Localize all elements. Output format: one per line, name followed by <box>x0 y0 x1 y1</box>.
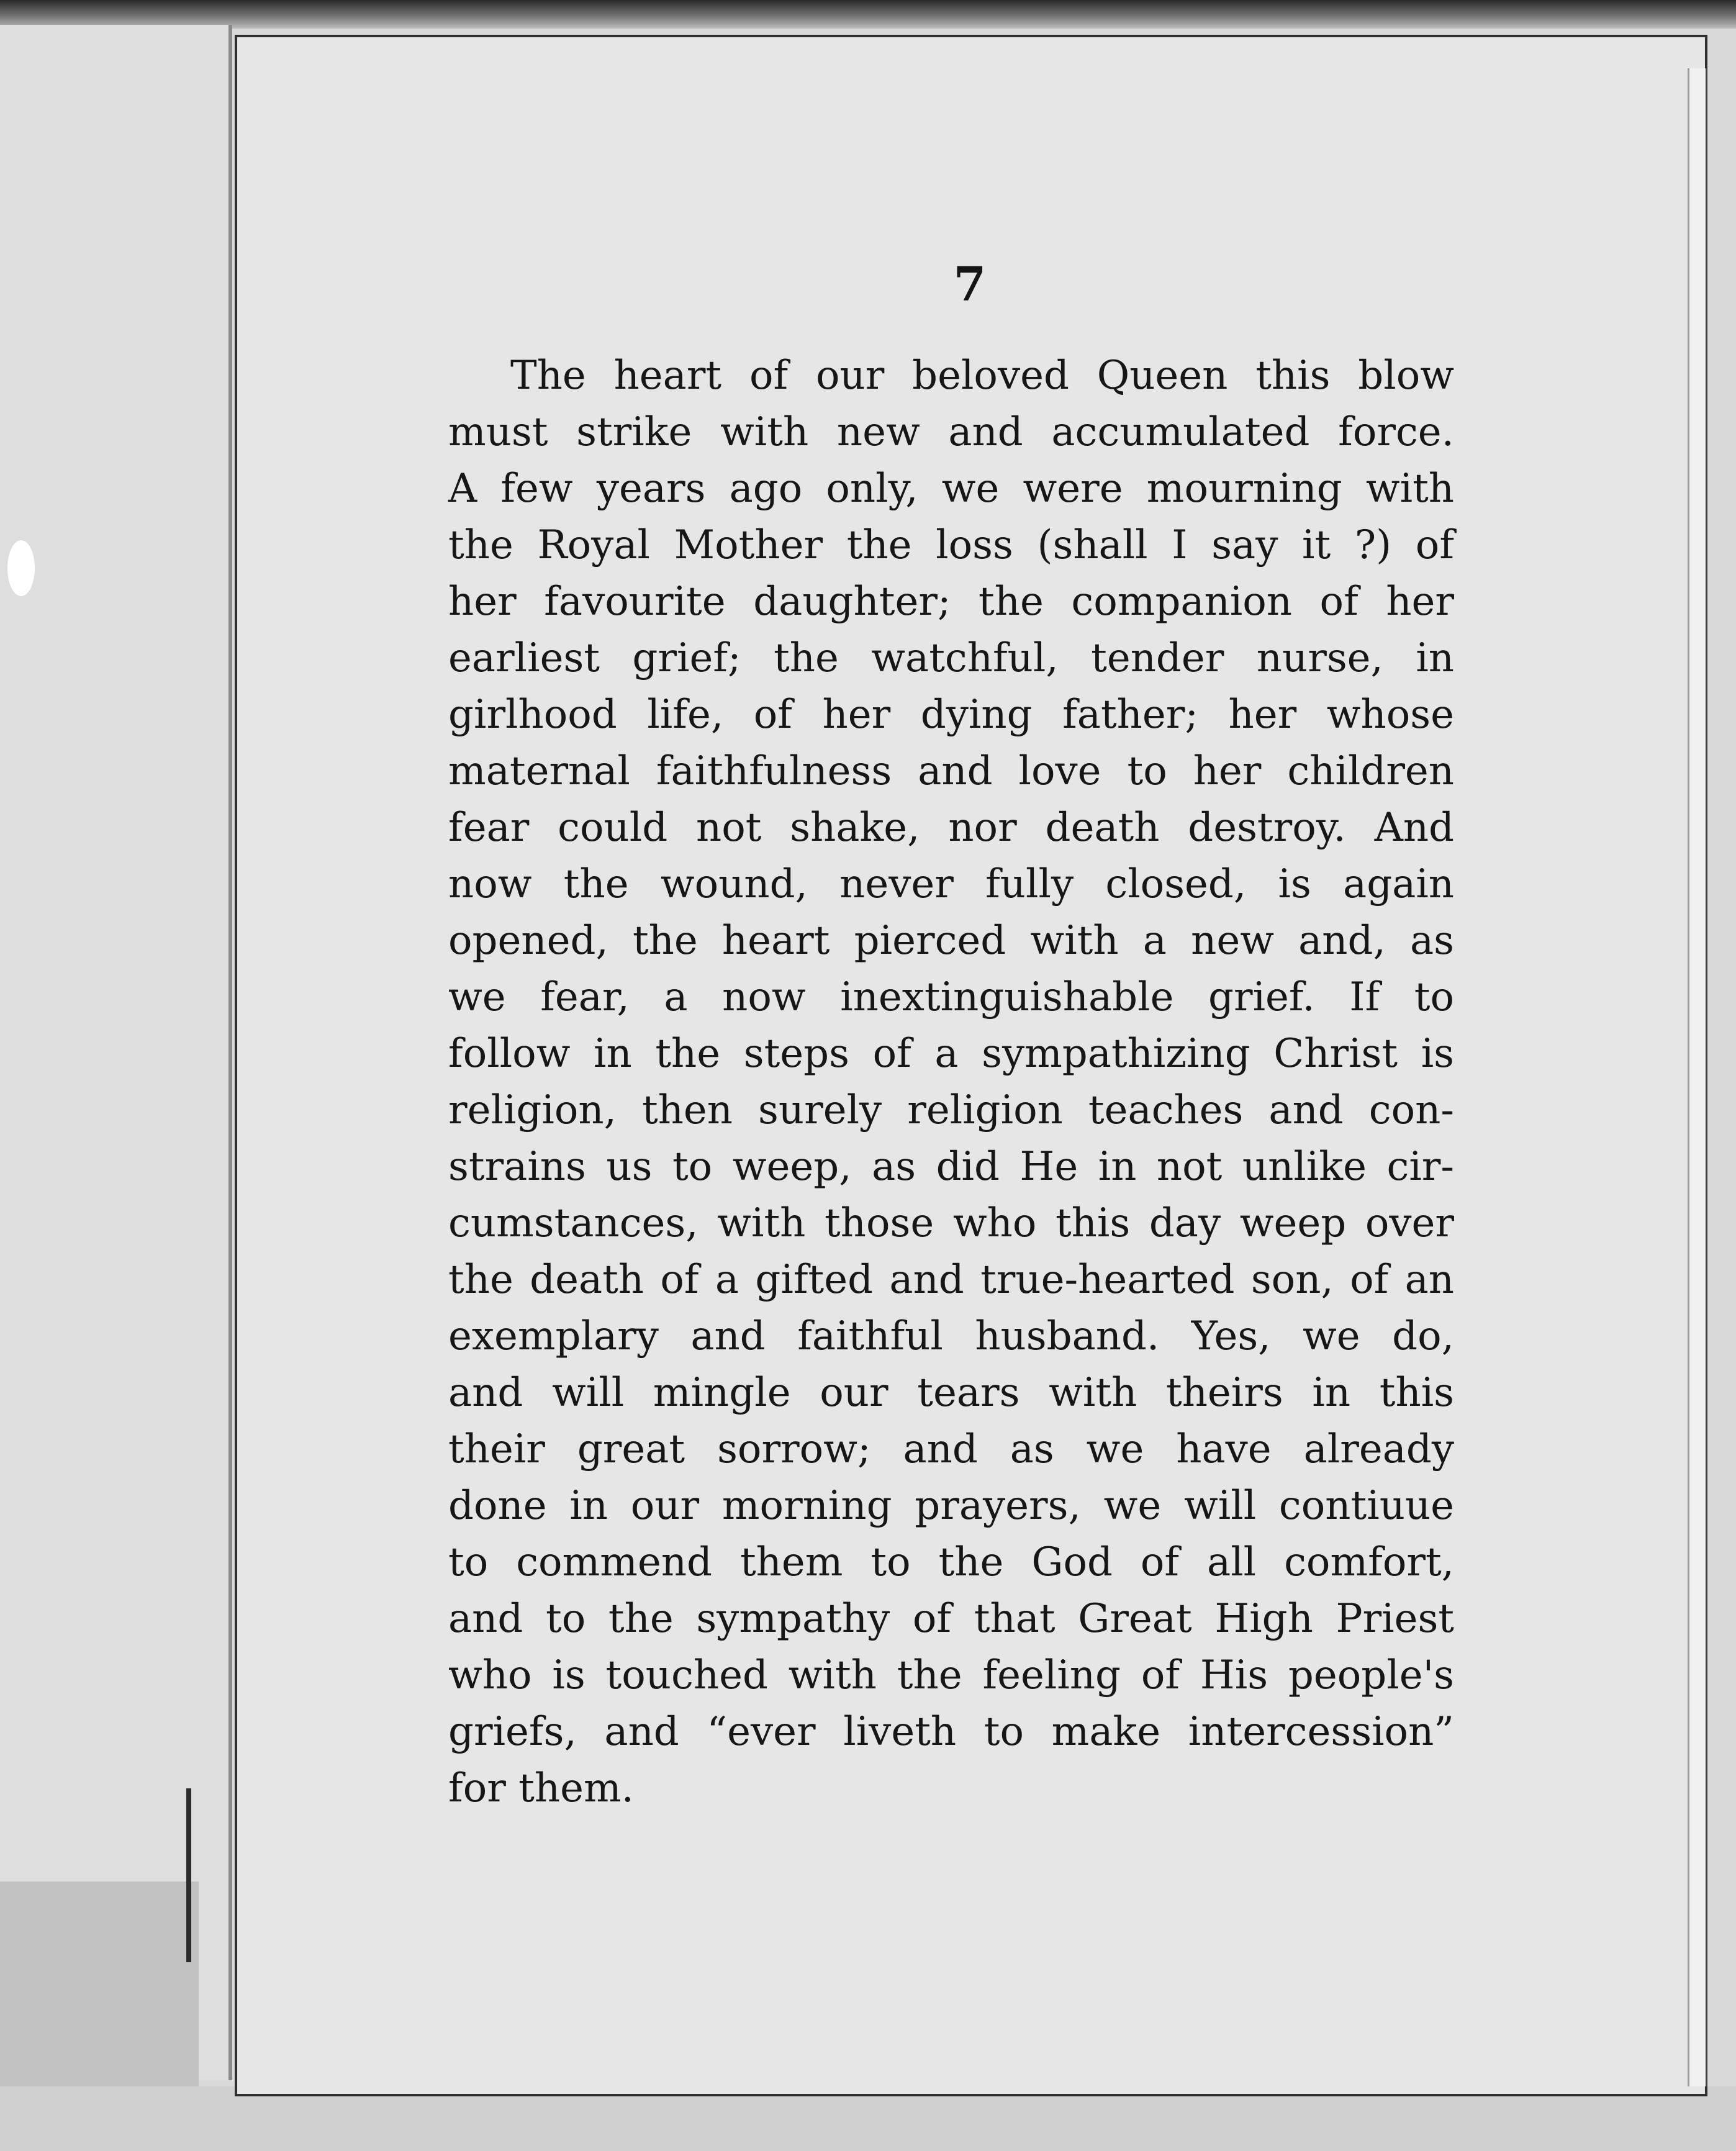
left-page-shadow <box>0 1882 199 2093</box>
text-line: and will mingle our tears with theirs in this <box>448 1370 1454 1416</box>
text-line: their great sorrow; and as we have already <box>448 1426 1454 1472</box>
text-line: The heart of our beloved Queen this blow <box>510 353 1454 399</box>
text-line: done in our morning prayers, we will contiuue <box>448 1483 1454 1529</box>
left-facing-page <box>0 25 232 2080</box>
text-line: the death of a gifted and true-hearted son, of an <box>448 1257 1454 1303</box>
text-line: we fear, a now inextinguishable grief. If to <box>448 974 1454 1020</box>
text-line: her favourite daughter; the companion of her <box>448 579 1454 625</box>
text-line: opened, the heart pierced with a new and, as <box>448 918 1454 964</box>
text-line: the Royal Mother the loss (shall I say it ?) of <box>448 522 1454 568</box>
text-line: maternal faithfulness and love to her children <box>448 748 1454 794</box>
text-line: follow in the steps of a sympathizing Christ is <box>448 1031 1454 1077</box>
text-line: earliest grief; the watchful, tender nurse, in <box>448 635 1454 681</box>
text-line: cumstances, with those who this day weep over <box>448 1200 1454 1246</box>
body-paragraph <box>448 348 1454 1817</box>
page-fore-edge <box>1688 68 1707 2086</box>
text-line: must strike with new and accumulated force. <box>448 409 1454 455</box>
text-line: exemplary and faithful husband. Yes, we do, <box>448 1313 1454 1359</box>
text-line: girlhood life, of her dying father; her whose <box>448 692 1454 738</box>
text-line: who is touched with the feeling of His people's <box>448 1652 1454 1698</box>
text-line: now the wound, never fully closed, is again <box>448 861 1454 907</box>
text-line: fear could not shake, nor death destroy. And <box>448 805 1454 851</box>
page-number: 7 <box>953 256 987 312</box>
paper-speck <box>7 540 35 596</box>
text-line: to commend them to the God of all comfort, <box>448 1539 1454 1585</box>
text-line: A few years ago only, we were mourning with <box>448 466 1454 512</box>
text-line: strains us to weep, as did He in not unlike cir- <box>448 1144 1454 1190</box>
text-line: griefs, and “ever liveth to make intercession” <box>448 1709 1454 1755</box>
text-line: and to the sympathy of that Great High Priest <box>448 1596 1454 1642</box>
top-shadow <box>0 0 1736 29</box>
text-line: for them. <box>448 1765 634 1811</box>
binding-edge-mark <box>186 1788 191 1962</box>
text-line: religion, then surely religion teaches and con- <box>448 1087 1454 1133</box>
